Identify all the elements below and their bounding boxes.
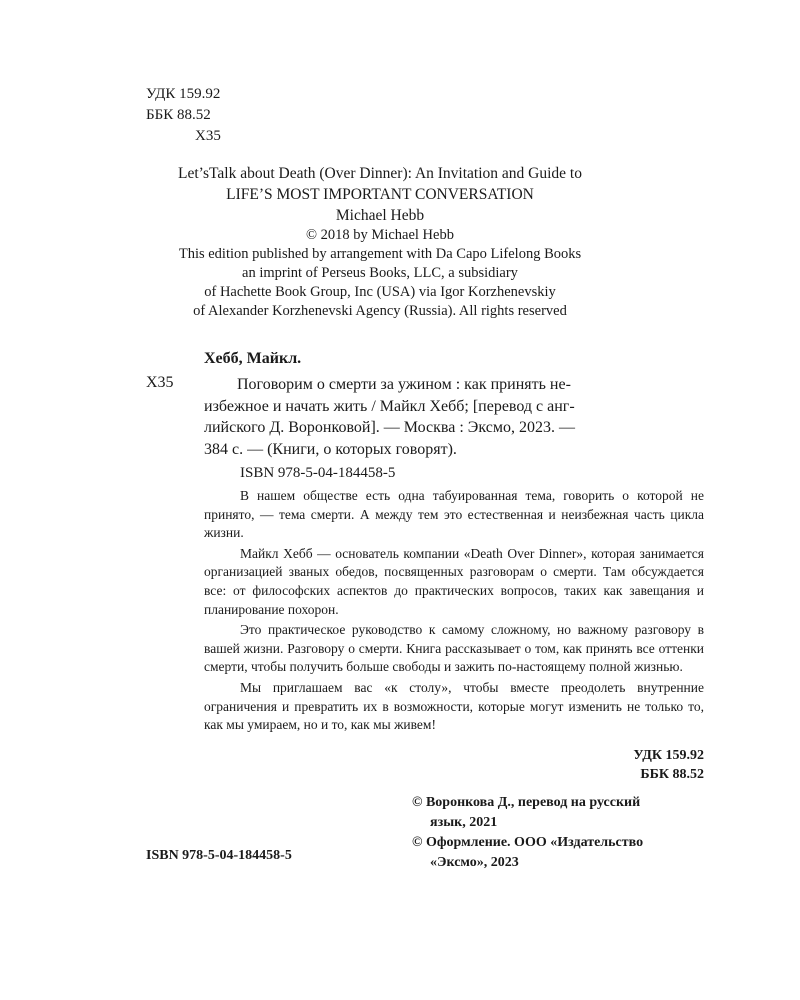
translation-copyright-line: © Воронкова Д., перевод на русский xyxy=(412,795,641,810)
annotation xyxy=(204,487,704,737)
annotation-paragraph: Майкл Хебб — основатель компании «Death Over Dinner», которая занимается организацией званых обедов, посвященных разговорам о смерти. Там обсуждается все: от философских аспектов до практических вопросов, таких как завещания и планирование похорон. xyxy=(204,545,704,617)
card-isbn: ISBN 978-5-04-184458-5 xyxy=(240,465,396,481)
rights-line: an imprint of Perseus Books, LLC, a subsidiary xyxy=(242,265,518,281)
design-copyright-line: «Эксмо», 2023 xyxy=(430,855,519,870)
card-bbk: ББК 88.52 xyxy=(640,767,704,782)
card-author-sign: Х35 xyxy=(146,374,174,391)
annotation-paragraph: В нашем обществе есть одна табуированная тема, говорить о которой не принято, — тема смерти. А между тем это естественная и неизбежная часть цикла жизни. xyxy=(204,488,704,541)
rights-line: © 2018 by Michael Hebb xyxy=(306,227,454,243)
entry-line: лийского Д. Воронковой]. — Москва : Эксмо, 2023. — xyxy=(204,419,575,436)
author-sign: Х35 xyxy=(195,128,221,144)
copyright-block xyxy=(412,793,712,873)
card-classification xyxy=(604,746,704,784)
isbn-bottom: ISBN 978-5-04-184458-5 xyxy=(146,848,292,863)
annotation-paragraph: Мы приглашаем вас «к столу», чтобы вместе преодолеть внутренние ограничения и превратить их в возможности, которые могут изменить не только то, как мы умираем, но и то, как мы живем! xyxy=(204,679,704,733)
entry-line: Поговорим о смерти за ужином : как принять не- xyxy=(237,376,571,393)
card-udk: УДК 159.92 xyxy=(633,748,704,763)
original-author: Michael Hebb xyxy=(335,207,425,224)
udk-code: УДК 159.92 xyxy=(146,86,221,102)
classification-block xyxy=(146,84,221,147)
annotation-paragraph: Это практическое руководство к самому сложному, но важному разговору в вашей жизни. Разговору о смерти. Книга рассказывает о том, как принять все оттенки смерти, чтобы получить больше свободы и зажить по-настоящему полной жизнью. xyxy=(204,622,704,675)
bibliographic-entry xyxy=(204,374,704,460)
entry-line: избежное и начать жить / Майкл Хебб; [перевод с анг- xyxy=(204,397,575,415)
card-author: Хебб, Майкл. xyxy=(204,350,302,367)
original-title-line-2: LIFE’S MOST IMPORTANT CONVERSATION xyxy=(226,186,534,203)
rights-line: of Hachette Book Group, Inc (USA) via Igor Korzhenevskiy xyxy=(204,284,556,300)
original-edition-info xyxy=(100,163,660,321)
bbk-code: ББК 88.52 xyxy=(146,107,211,123)
design-copyright-line: © Оформление. ООО «Издательство xyxy=(412,835,644,850)
entry-line: 384 с. — (Книги, о которых говорят). xyxy=(204,440,457,458)
rights-line: of Alexander Korzhenevski Agency (Russia). All rights reserved xyxy=(193,303,567,319)
translation-copyright-line: язык, 2021 xyxy=(430,815,498,830)
rights-line: This edition published by arrangement with Da Capo Lifelong Books xyxy=(178,246,582,262)
original-title-line-1: Let’sTalk about Death (Over Dinner): An Invitation and Guide to xyxy=(178,165,582,182)
